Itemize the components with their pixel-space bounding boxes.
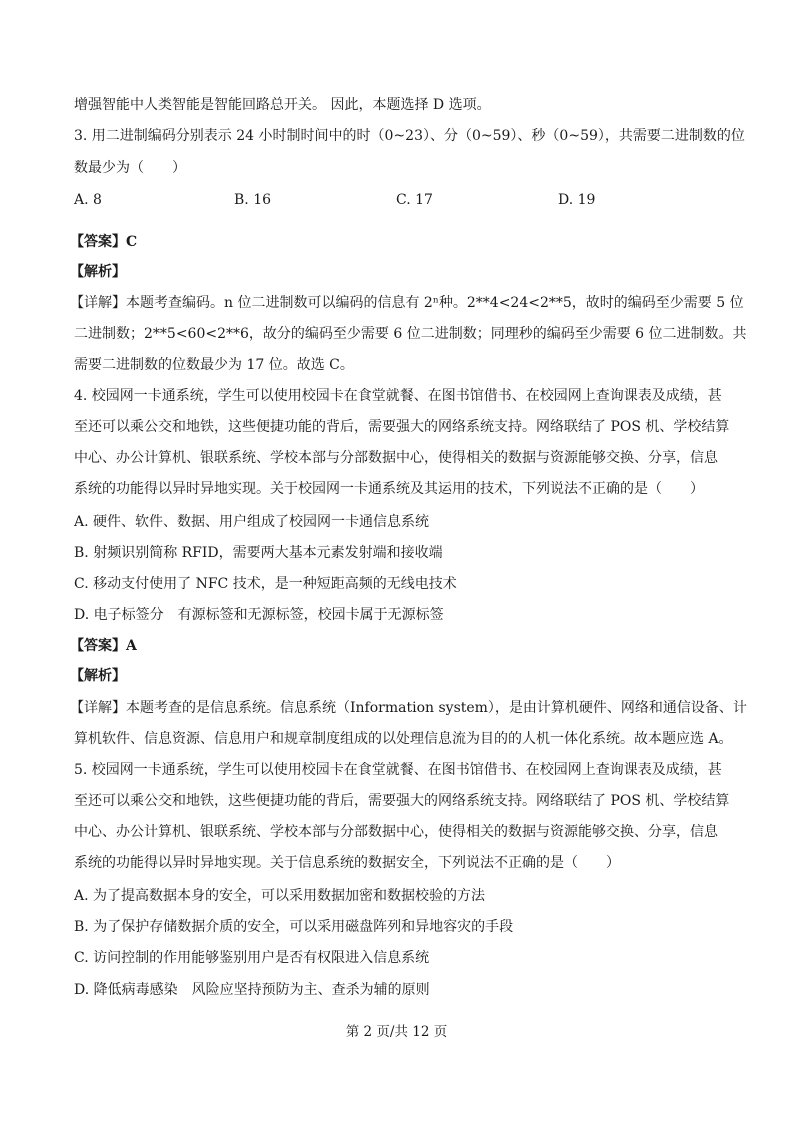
q5-stem-line-3: 中心、办公计算机、银联系统、学校本部与分部数据中心，使得相关的数据与资源能够交换、分享，信息 [74, 824, 718, 840]
q3-detail-line-2: 二进制数；2**5<60<2**6，故分的编码至少需要 6 位二进制数；同理秒的编码至少需要 6 位二进制数。共 [74, 326, 747, 342]
q4-option-d: D. 电子标签分 有源标签和无源标签，校园卡属于无源标签 [74, 607, 444, 623]
q4-option-b: B. 射频识别简称 RFID，需要两大基本元素发射端和接收端 [74, 545, 443, 561]
q3-option-d: D. 19 [558, 192, 596, 208]
q3-answer: 【答案】C [70, 234, 138, 250]
q4-detail-line-1: 【详解】本题考查的是信息系统。信息系统（Information system），是由计算机硬件、网络和通信设备、计 [70, 700, 747, 716]
q3-option-c: C. 17 [396, 192, 433, 208]
q3-stem-line-1: 3. 用二进制编码分别表示 24 小时制时间中的时（0~23）、分（0~59）、秒（0~59），共需要二进制数的位 [74, 128, 745, 144]
q4-analysis-heading: 【解析】 [70, 668, 126, 684]
q5-option-c: C. 访问控制的作用能够鉴别用户是否有权限进入信息系统 [74, 950, 430, 966]
page-footer: 第 2 页/共 12 页 [345, 1024, 448, 1040]
q3-detail-line-3: 需要二进制数的位数最少为 17 位。故选 C。 [74, 357, 354, 373]
q3-analysis-heading: 【解析】 [70, 264, 126, 280]
q4-stem-line-2: 至还可以乘公交和地铁，这些便捷功能的背后，需要强大的网络系统支持。网络联结了 POS 机、学校结算 [74, 419, 730, 435]
q3-option-a: A. 8 [74, 192, 102, 208]
q4-stem-line-4: 系统的功能得以异时异地实现。关于校园网一卡通系统及其运用的技术，下列说法不正确的是（ ） [74, 481, 704, 497]
q5-stem-line-1: 5. 校园网一卡通系统，学生可以使用校园卡在食堂就餐、在图书馆借书、在校园网上查询课表及成绩，甚 [74, 762, 722, 778]
q5-option-a: A. 为了提高数据本身的安全，可以采用数据加密和数据校验的方法 [74, 888, 486, 904]
q5-option-d: D. 降低病毒感染 风险应坚持预防为主、查杀为辅的原则 [74, 982, 430, 998]
q5-option-b: B. 为了保护存储数据介质的安全，可以采用磁盘阵列和异地容灾的手段 [74, 919, 514, 935]
q4-stem-line-3: 中心、办公计算机、银联系统、学校本部与分部数据中心，使得相关的数据与资源能够交换、分享，信息 [74, 450, 718, 466]
q5-stem-line-2: 至还可以乘公交和地铁，这些便捷功能的背后，需要强大的网络系统支持。网络联结了 POS 机、学校结算 [74, 793, 730, 809]
q3-option-b: B. 16 [234, 192, 272, 208]
q4-detail-line-2: 算机软件、信息资源、信息用户和规章制度组成的以处理信息流为目的的人机一体化系统。故本题应选 A。 [74, 731, 733, 747]
q4-answer: 【答案】A [70, 638, 137, 654]
q4-stem-line-1: 4. 校园网一卡通系统，学生可以使用校园卡在食堂就餐、在图书馆借书、在校园网上查询课表及成绩，甚 [74, 388, 722, 404]
q4-option-c: C. 移动支付使用了 NFC 技术，是一种短距高频的无线电技术 [74, 576, 457, 592]
q3-stem-line-2: 数最少为（ ） [74, 160, 186, 176]
q4-option-a: A. 硬件、软件、数据、用户组成了校园网一卡通信息系统 [74, 514, 430, 530]
q3-detail-line-1: 【详解】本题考查编码。n 位二进制数可以编码的信息有 2ⁿ种。2**4<24<2**5，故时的编码至少需要 5 位 [70, 295, 744, 311]
prev-answer-conclusion: 增强智能中人类智能是智能回路总开关。 因此，本题选择 D 选项。 [74, 97, 491, 113]
q5-stem-line-4: 系统的功能得以异时异地实现。关于信息系统的数据安全，下列说法不正确的是（ ） [74, 855, 620, 871]
